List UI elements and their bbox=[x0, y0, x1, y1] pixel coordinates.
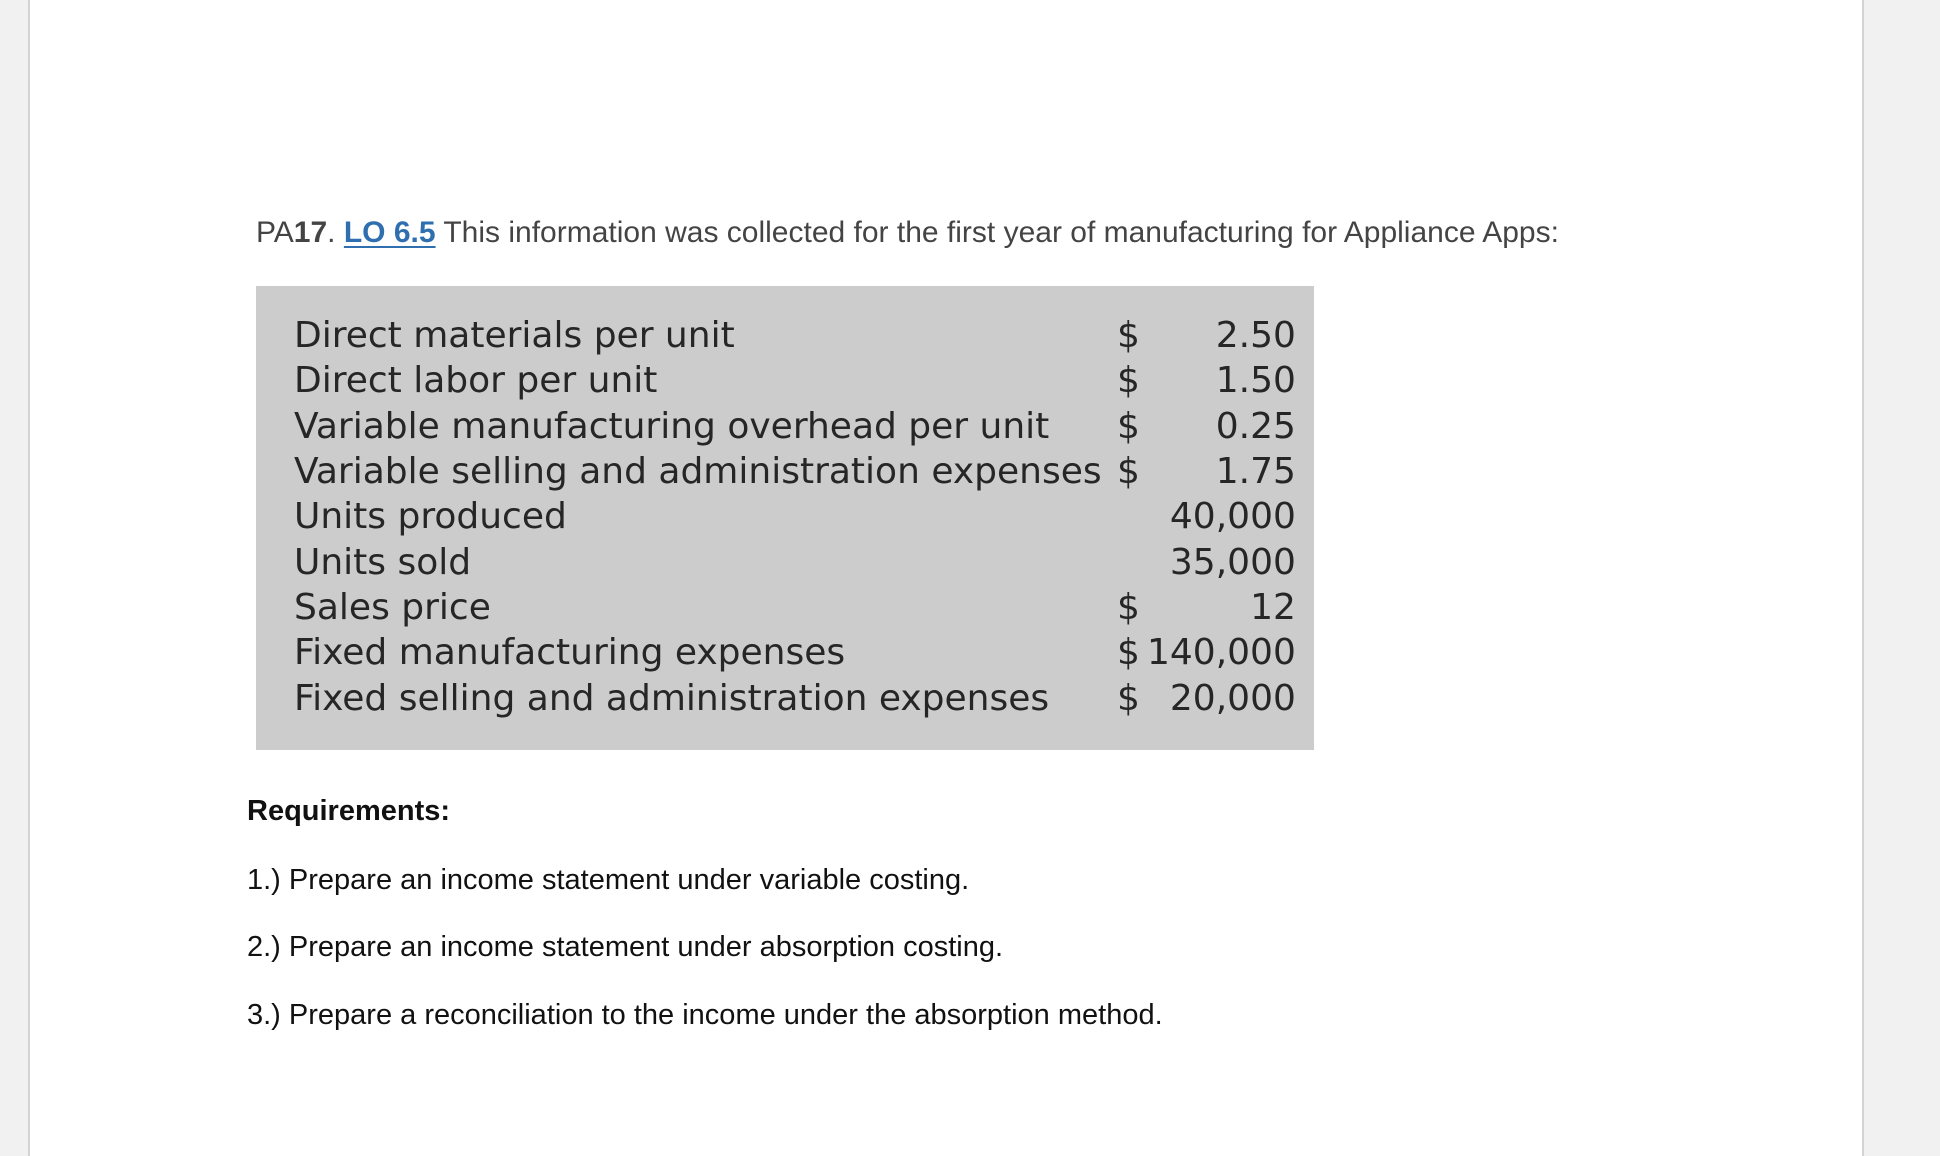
row-currency: $ bbox=[1117, 586, 1140, 628]
row-label: Units produced bbox=[294, 496, 567, 538]
problem-number: 17 bbox=[293, 216, 328, 249]
row-value: 20,000 bbox=[1169, 677, 1296, 719]
requirement-item: 1.) Prepare an income statement under variable costing. bbox=[247, 864, 970, 896]
row-currency: $ bbox=[1117, 677, 1140, 719]
row-value: 140,000 bbox=[1147, 632, 1296, 674]
row-currency: $ bbox=[1117, 315, 1140, 357]
data-table bbox=[294, 313, 1296, 721]
problem-separator: . bbox=[327, 216, 336, 249]
row-currency bbox=[1114, 539, 1147, 584]
row-value: 1.50 bbox=[1215, 360, 1296, 402]
row-value: 12 bbox=[1250, 586, 1296, 628]
row-label: Sales price bbox=[294, 586, 491, 628]
row-value: 1.75 bbox=[1215, 451, 1296, 493]
row-label: Variable selling and administration expenses bbox=[294, 451, 1102, 493]
table-row bbox=[294, 539, 1296, 584]
table-row bbox=[294, 675, 1296, 720]
row-value: 40,000 bbox=[1169, 496, 1296, 538]
row-value: 0.25 bbox=[1215, 405, 1296, 447]
row-label: Direct materials per unit bbox=[294, 315, 735, 357]
row-label: Fixed selling and administration expenses bbox=[294, 677, 1050, 719]
table-row bbox=[294, 630, 1296, 675]
problem-description: This information was collected for the first year of manufacturing for Appliance Apps: bbox=[443, 216, 1559, 249]
learning-objective-link[interactable]: LO 6.5 bbox=[343, 216, 436, 249]
row-currency: $ bbox=[1117, 405, 1140, 447]
document-page bbox=[28, 0, 1864, 1156]
row-currency: $ bbox=[1117, 360, 1140, 402]
requirement-item: 3.) Prepare a reconciliation to the income under the absorption method. bbox=[247, 999, 1163, 1031]
table-row bbox=[294, 449, 1296, 494]
row-currency bbox=[1114, 494, 1147, 539]
row-currency: $ bbox=[1117, 451, 1140, 493]
requirement-item: 2.) Prepare an income statement under absorption costing. bbox=[247, 931, 1004, 963]
row-currency: $ bbox=[1117, 632, 1140, 674]
row-label: Units sold bbox=[294, 541, 472, 583]
problem-prefix: PA bbox=[256, 216, 294, 249]
table-row bbox=[294, 404, 1296, 449]
row-value: 2.50 bbox=[1215, 315, 1296, 357]
table-row bbox=[294, 494, 1296, 539]
table-row bbox=[294, 313, 1296, 358]
table-row bbox=[294, 585, 1296, 630]
row-label: Direct labor per unit bbox=[294, 360, 658, 402]
data-box bbox=[256, 286, 1314, 750]
requirements-title: Requirements: bbox=[247, 795, 451, 827]
table-row bbox=[294, 358, 1296, 403]
row-value: 35,000 bbox=[1169, 541, 1296, 583]
problem-heading bbox=[256, 210, 1559, 256]
row-label: Variable manufacturing overhead per unit bbox=[294, 405, 1050, 447]
row-label: Fixed manufacturing expenses bbox=[294, 632, 846, 674]
